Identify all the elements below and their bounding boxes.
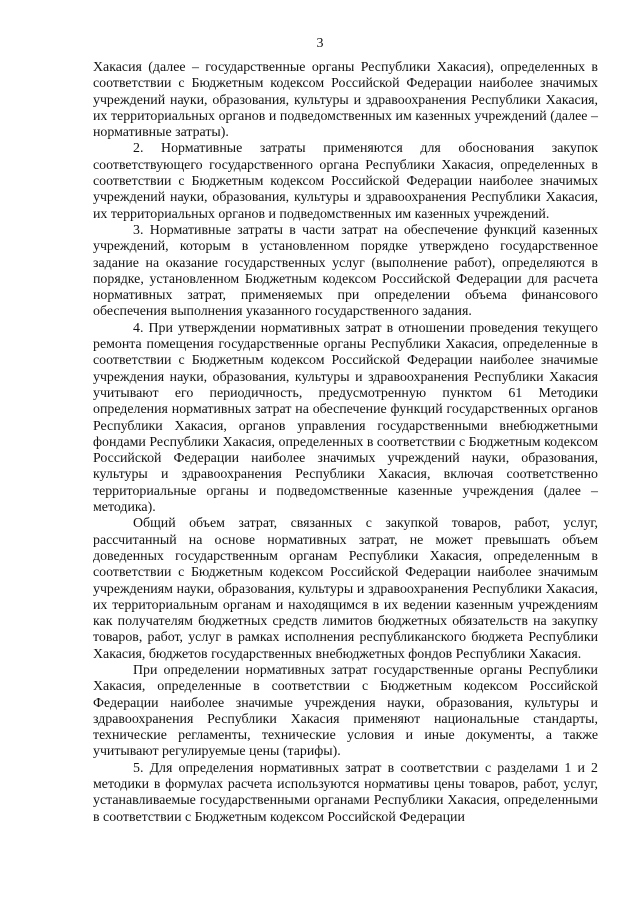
paragraph-standards: При определении нормативных затрат государственные органы Республики Хакасия, определенные в соответствии с Бюджетным кодексом Российской Федерации наиболее значимые учреждения науки, образования, культуры и здравоохранения Республики Хакасия применяют национальные стандарты, технические регламенты, технические условия и иные документы, а также учитывают регулируемые цены (тарифы). [93, 662, 598, 760]
document-body [93, 60, 598, 826]
page-number: 3 [316, 36, 324, 51]
paragraph-item-2: 2. Нормативные затраты применяются для обоснования закупок соответствующего государственного органа Республики Хакасия, определенных в соответствии с Бюджетным кодексом Российской Федерации наиболее значимых учреждений науки, образования, культуры и здравоохранения Республики Хакасия, их территориальных органов и подведомственных им казенных учреждений. [93, 141, 598, 222]
paragraph-item-3: 3. Нормативные затраты в части затрат на обеспечение функций казенных учреждений, которым в установленном порядке утверждено государственное задание на оказание государственных услуг (выполнение работ), определяются в порядке, установленном Бюджетным кодексом Российской Федерации для расчета нормативных затрат, применяемых при определении объема финансового обеспечения выполнения указанного государственного задания. [93, 222, 598, 320]
paragraph-item-4: 4. При утверждении нормативных затрат в отношении проведения текущего ремонта помещения государственные органы Республики Хакасия, определенные в соответствии с Бюджетным кодексом Российской Федерации наиболее значимые учреждения науки, образования, культуры и здравоохранения Республики Хакасия учитывают его периодичность, предусмотренную пунктом 61 Методики определения нормативных затрат на обеспечение функций государственных органов Республики Хакасия, органов управления государственными внебюджетными фондами Республики Хакасия, определенных в соответствии с Бюджетным кодексом Российской Федерации наиболее значимых учреждений науки, образования, культуры и здравоохранения Республики Хакасия, включая соответственно территориальные органы и подведомственные казенные учреждения (далее – методика). [93, 320, 598, 516]
paragraph-intro: Хакасия (далее – государственные органы Республики Хакасия), определенных в соответствии с Бюджетным кодексом Российской Федерации наиболее значимых учреждений науки, образования, культуры и здравоохранения Республики Хакасия, их территориальных органов и подведомственных им казенных учреждений (далее – нормативные затраты). [93, 60, 598, 141]
paragraph-item-5: 5. Для определения нормативных затрат в соответствии с разделами 1 и 2 методики в формулах расчета используются нормативы цены товаров, работ, услуг, устанавливаемые государственными органами Республики Хакасия, определенными в соответствии с Бюджетным кодексом Российской Федерации [93, 760, 598, 825]
paragraph-total-costs: Общий объем затрат, связанных с закупкой товаров, работ, услуг, рассчитанный на основе нормативных затрат, не может превышать объем доведенных государственным органам Республики Хакасия, определенным в соответствии с Бюджетным кодексом Российской Федерации наиболее значимым учреждениям науки, образования, культуры и здравоохранения Республики Хакасия, их территориальным органам и находящимся в их ведении казенным учреждениям как получателям бюджетных средств лимитов бюджетных обязательств на закупку товаров, работ, услуг в рамках исполнения республиканского бюджета Республики Хакасия, бюджетов государственных внебюджетных фондов Республики Хакасия. [93, 516, 598, 662]
